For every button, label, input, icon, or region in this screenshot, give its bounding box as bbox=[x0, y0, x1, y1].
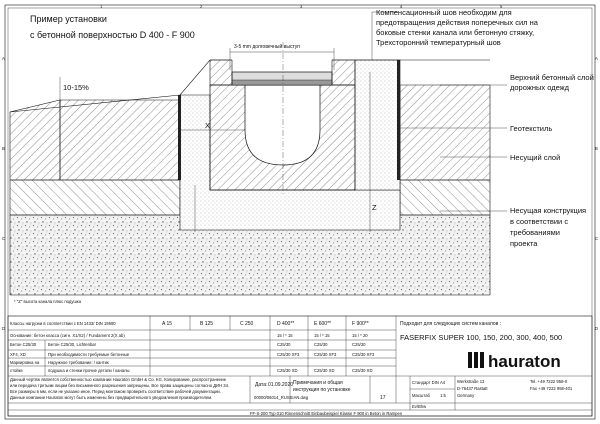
z-dim-label: Z bbox=[372, 203, 377, 212]
scale-value: 1:5 bbox=[440, 393, 446, 398]
frame-letter-c-right: C bbox=[595, 236, 599, 241]
frame-letter-d-right: D bbox=[595, 326, 599, 331]
right-header: Подходит для следующих систем каналов : bbox=[400, 321, 502, 327]
grating-frame bbox=[232, 80, 332, 85]
company-line2: D-76437 Rastatt bbox=[457, 386, 488, 391]
channel-edge-right bbox=[332, 60, 355, 85]
strength-e: C25/30 bbox=[314, 342, 328, 347]
joint-note-line4: Трехсторонний температурный шов bbox=[376, 38, 501, 47]
table-row1-label: Классы нагрузки в соответствии с EN 1433/ DIN 19580 bbox=[10, 321, 116, 326]
channel-edge-left bbox=[210, 60, 232, 85]
frame-letter-b: B bbox=[2, 146, 5, 151]
sheet-number: 17 bbox=[380, 395, 386, 401]
class-b125: B 125 bbox=[200, 321, 214, 327]
footnote: * "Z" высота канала плюс подушка bbox=[14, 299, 82, 304]
date-label: Дата: bbox=[255, 382, 268, 388]
warning-4: Данные компании Hauraton могут быть изменены без предварительного уведомления производителем. bbox=[10, 395, 213, 400]
warning-1: Данный чертёж является собственностью компании Hauraton GmbH & Co. KG. Копирование, распространение bbox=[10, 377, 227, 382]
top-concrete-right bbox=[400, 85, 490, 180]
side-label-a: Бетон С25/30 bbox=[10, 342, 37, 347]
geotextile-label: Геотекстиль bbox=[510, 124, 553, 133]
strength-xd-f: C25/30 XD bbox=[352, 368, 373, 373]
frame-number-3: 3 bbox=[300, 4, 303, 9]
doc-name: 00000/06014_RUSSIAN.dwg bbox=[254, 395, 309, 400]
side-label-d: стойке bbox=[10, 368, 23, 373]
class-c250: C 250 bbox=[240, 321, 254, 327]
strength-f: C25/30 bbox=[352, 342, 366, 347]
frame-number-5: 5 bbox=[500, 4, 503, 9]
standard-label: Стандарт DIN bbox=[412, 380, 439, 385]
class-a15: A 15 bbox=[162, 321, 173, 327]
brand-name: hauraton bbox=[488, 352, 561, 371]
strength-xd-e: C25/30 XD bbox=[314, 368, 335, 373]
concrete-haunch-right bbox=[355, 60, 400, 190]
x-dim-label: X bbox=[205, 121, 211, 130]
joint-note-line3: боковые стенки канала или бетонную стяжку, bbox=[376, 28, 535, 37]
top-concrete-left bbox=[60, 100, 180, 180]
bearing-layer-label: Несущий слой bbox=[510, 153, 561, 162]
x-value-e: 15 / * 15 bbox=[314, 333, 330, 338]
strength-exp-d: C25/30 XF3 bbox=[277, 352, 300, 357]
right-products: FASERFIX SUPER 100, 150, 200, 300, 400, 500 bbox=[400, 333, 563, 342]
frame-number-2: 2 bbox=[200, 4, 203, 9]
expansion-joint-right bbox=[397, 60, 400, 180]
bearing-construction-label-4: проекта bbox=[510, 239, 538, 248]
frame-letter-b-right: B bbox=[595, 146, 598, 151]
bearing-layer-right bbox=[400, 180, 490, 215]
joint-note-line1: Компенсационный шов необходим для bbox=[376, 8, 512, 17]
hauraton-logo bbox=[468, 352, 561, 371]
frame-letter-a-right: A bbox=[595, 56, 598, 61]
company-line3: Germany bbox=[457, 393, 475, 398]
slope-label: 10-15% bbox=[63, 83, 89, 92]
company-fax: Fax +49 7222 958-401 bbox=[530, 386, 573, 391]
scale-label: Масштаб bbox=[412, 393, 430, 398]
class-f900: F 900** bbox=[352, 321, 369, 327]
bearing-construction-label-3: требованиями bbox=[510, 228, 560, 237]
company-phone: Tel. +49 7222 958-0 bbox=[530, 379, 568, 384]
top-concrete-label-2: дорожных одежд bbox=[510, 83, 570, 92]
class-e600: E 600** bbox=[314, 321, 331, 327]
bearing-construction-label-1: Несущая конструкция bbox=[510, 206, 587, 215]
paper-size: A4 bbox=[440, 380, 446, 385]
table-row4-label: При необходимости требуемые бетонные bbox=[48, 352, 130, 357]
company-line1: Werkstraße 13 bbox=[457, 379, 485, 384]
frame-letter-d: D bbox=[2, 326, 6, 331]
drawn-label: Ev/Bhw bbox=[412, 404, 427, 409]
side-label-b: XF4, XD bbox=[10, 352, 26, 357]
joint-note-line2: предотвращения действия поперечных сил на bbox=[376, 18, 538, 27]
expansion-joint-left bbox=[178, 95, 181, 180]
channel-inner-profile bbox=[245, 85, 320, 165]
drawing-title-line2: с бетонной поверхностью D 400 - F 900 bbox=[30, 30, 195, 40]
strength-d: C25/30 bbox=[277, 342, 291, 347]
warning-2: или передача третьим лицам без письменного разрешения запрещены. Все права защищены согласно ДИН 34. bbox=[10, 383, 230, 388]
doc-desc-1: Примечания и общая bbox=[293, 380, 343, 386]
strength-exp-e: C25/30 XF3 bbox=[314, 352, 337, 357]
drawing-title-line1: Пример установки bbox=[30, 14, 107, 24]
table-subnote: Наружное требование: / кантик bbox=[48, 360, 109, 365]
bearing-construction-label-2: в соответствии с bbox=[510, 217, 569, 226]
frame-letter-c: C bbox=[2, 236, 6, 241]
date-value: 01.09.2020 bbox=[268, 382, 294, 388]
top-concrete-left-edge bbox=[10, 100, 60, 180]
frame-number-4: 4 bbox=[400, 4, 403, 9]
table-row3-label: Бетон С25/30, Lichtenbar bbox=[48, 342, 96, 347]
bearing-layer-left bbox=[10, 180, 180, 215]
strength-exp-f: C25/30 XF3 bbox=[352, 352, 375, 357]
footer-code: FF-S-200 Typ 010 Rinnenschnitt Einbaubeispiel Klasse F 900 in Beton in Rampen bbox=[250, 411, 403, 416]
frame-number-1: 1 bbox=[100, 4, 103, 9]
x-value-d: 15 / * 15 bbox=[277, 333, 293, 338]
table-subnote2: подушка и стенки прочие детали / каналы bbox=[48, 368, 130, 373]
top-concrete-label-1: Верхний бетонный слой bbox=[510, 73, 594, 82]
warning-3: Все размеры в мм, если не указано иное. Перед монтажом проверить соответствие рабочей документации. bbox=[10, 389, 221, 394]
protrusion-label: 3-5 mm долговечный выступ bbox=[234, 44, 300, 50]
strength-xd-d: C25/30 XD bbox=[277, 368, 298, 373]
class-d400: D 400** bbox=[277, 321, 295, 327]
side-label-c: Маркировка на bbox=[10, 360, 40, 365]
doc-desc-2: инструкция по установке bbox=[293, 387, 351, 393]
frame-letter-a: A bbox=[2, 56, 5, 61]
table-row2-label: Основание: бетон класса (сигн. Х1/Х2) / Fundament 2(X ab) bbox=[10, 333, 125, 338]
x-value-f: 15 / * 20 bbox=[352, 333, 368, 338]
